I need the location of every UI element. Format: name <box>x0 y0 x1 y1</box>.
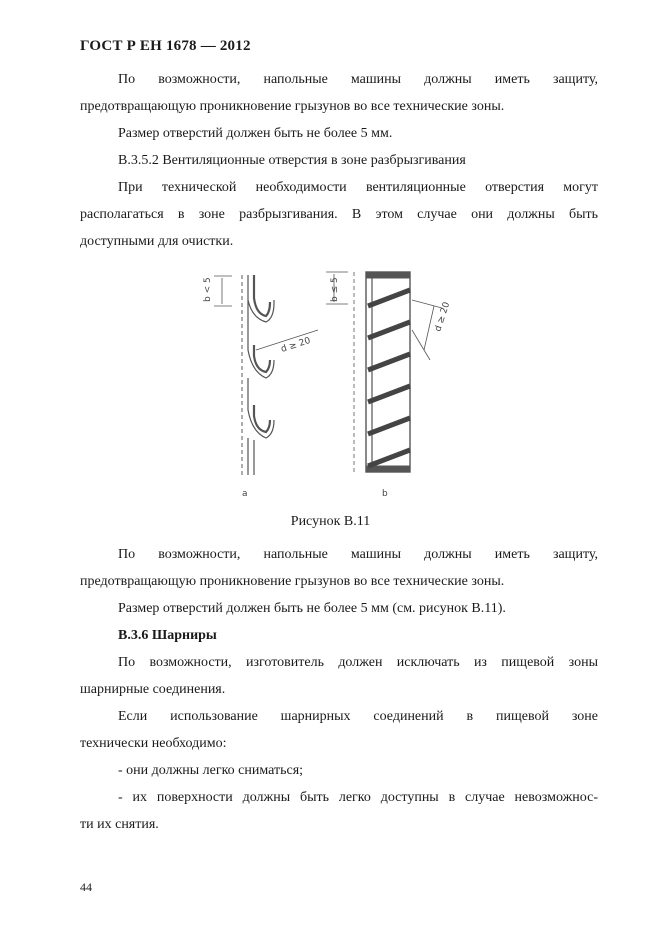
paragraph-line: располагаться в зоне разбрызгивания. В этом случае они должны быть <box>80 207 598 222</box>
paragraph-line: технически необходимо: <box>80 736 227 751</box>
paragraph-line: По возможности, напольные машины должны иметь защиту, <box>118 72 598 87</box>
list-item-line: - их поверхности должны быть легко доступны в случае невозможнос- <box>118 790 598 805</box>
paragraph: Размер отверстий должен быть не более 5 мм. <box>118 126 393 141</box>
figure-b-label: b <box>382 489 388 499</box>
list-item-line: ти их снятия. <box>80 817 159 832</box>
figure-b-louvres <box>368 290 410 466</box>
paragraph-line: шарнирные соединения. <box>80 682 226 697</box>
figure-a-drawing <box>214 275 318 475</box>
section-heading-vent: В.3.5.2 Вентиляционные отверстия в зоне разбрызгивания <box>118 153 466 168</box>
paragraph: Размер отверстий должен быть не более 5 мм (см. рисунок В.11). <box>118 601 506 616</box>
page-number: 44 <box>80 880 92 894</box>
figure-a-label: a <box>242 489 248 499</box>
paragraph-line: При технической необходимости вентиляционные отверстия могут <box>118 180 598 195</box>
figure-a-dim-b: b < 5 <box>203 277 213 302</box>
list-item: - они должны легко сниматься; <box>118 763 304 778</box>
figure-b-dim-b: b ≤ 5 <box>330 277 340 302</box>
paragraph-line: Если использование шарнирных соединений в пищевой зоне <box>118 709 598 724</box>
document-header: ГОСТ Р ЕН 1678 — 2012 <box>80 38 251 54</box>
section-heading-hinges: В.3.6 Шарниры <box>118 628 217 643</box>
figure-b-dim-d: d ≥ 20 <box>433 300 453 333</box>
figure-caption: Рисунок В.11 <box>290 514 371 529</box>
figure-a-dim-d: d ≥ 20 <box>279 335 312 355</box>
paragraph-line: доступными для очистки. <box>80 234 234 249</box>
paragraph-line: предотвращающую проникновение грызунов во все технические зоны. <box>80 574 505 589</box>
paragraph-line: По возможности, напольные машины должны иметь защиту, <box>118 547 598 562</box>
paragraph-line: По возможности, изготовитель должен исключать из пищевой зоны <box>118 655 598 670</box>
paragraph-line: предотвращающую проникновение грызунов во все технические зоны. <box>80 99 505 114</box>
